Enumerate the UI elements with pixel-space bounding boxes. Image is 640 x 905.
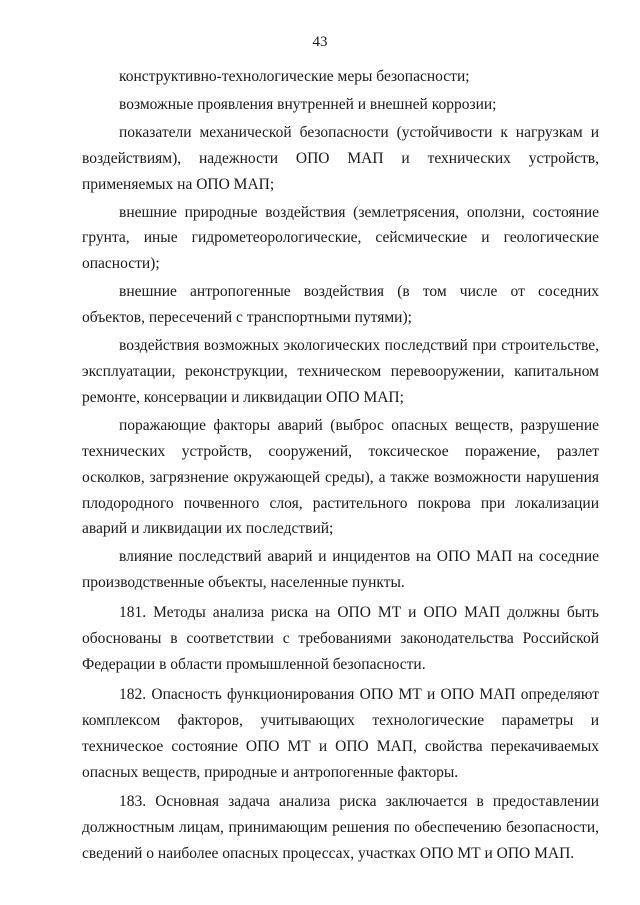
paragraph: конструктивно-технологические меры безопасности; [119, 68, 470, 85]
page-number: 43 [312, 34, 328, 50]
paragraph: воздействия возможных экологических последствий при строительстве, эксплуатации, реконструкции, техническом перевооружении, капитальном ремонте, консервации и ликвидации ОПО МАП; [82, 337, 599, 406]
paragraph: внешние природные воздействия (землетрясения, оползни, состояние грунта, иные гидрометеорологические, сейсмические и геологические опасности); [82, 203, 599, 273]
paragraph: внешние антропогенные воздействия (в том числе от соседних объектов, пересечений с транспортными путями); [82, 283, 599, 327]
paragraph: 181. Методы анализа риска на ОПО МТ и ОПО МАП должны быть обоснованы в соответствии с требованиями законодательства Российской Федерации в области промышленной безопасности. [82, 604, 599, 673]
paragraph: поражающие факторы аварий (выброс опасных веществ, разрушение технических устройств, сооружений, токсическое поражение, разлет осколков, загрязнение окружающей среды), а также возможности нарушения плодородного почвенного слоя, растительного покрова при локализации аварий и ликвидации их последствий; [82, 416, 599, 538]
paragraph: 182. Опасность функционирования ОПО МТ и ОПО МАП определяют комплексом факторов, учитывающих технологические параметры и техническое состояние ОПО МТ и ОПО МАП, свойства перекачиваемых опасных веществ, природные и антропогенные факторы. [82, 685, 599, 781]
paragraph: влияние последствий аварий и инцидентов на ОПО МАП на соседние производственные объекты, населенные пункты. [82, 548, 599, 592]
document-body [82, 64, 599, 867]
paragraph: возможные проявления внутренней и внешней коррозии; [119, 95, 497, 113]
paragraph: 183. Основная задача анализа риска заключается в предоставлении должностным лицам, принимающим решения по обеспечению безопасности, сведений о наиболее опасных процессах, участках ОПО МТ и ОПО МАП. [82, 793, 599, 863]
paragraph: показатели механической безопасности (устойчивости к нагрузкам и воздействиям), надежности ОПО МАП и технических устройств, применяемых на ОПО МАП; [82, 123, 599, 193]
